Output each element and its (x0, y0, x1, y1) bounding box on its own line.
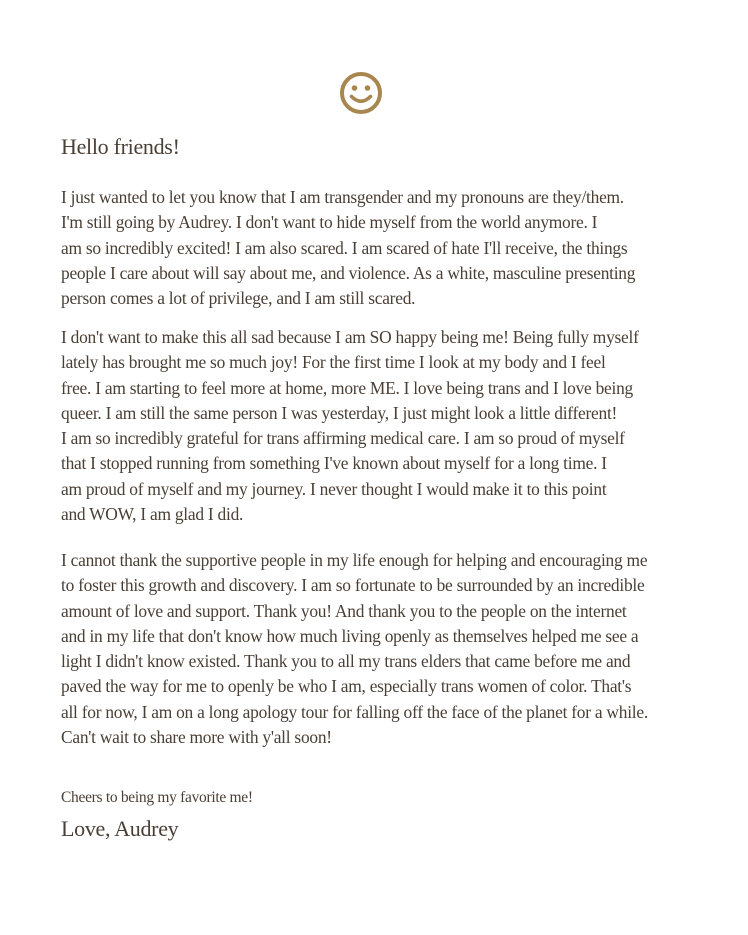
text-line: I just wanted to let you know that I am transgender and my pronouns are they/them. (61, 187, 624, 207)
text-line: queer. I am still the same person I was yesterday, I just might look a little different! (61, 402, 618, 423)
text-line: I don't want to make this all sad because I am SO happy being me! Being fully myself (61, 327, 639, 347)
paragraph-2 (61, 325, 639, 527)
signature: Love, Audrey (61, 816, 179, 841)
text-line: lately has brought me so much joy! For the first time I look at my body and I feel (61, 352, 606, 373)
paragraph-1 (61, 185, 635, 311)
text-line: I cannot thank the supportive people in my life enough for helping and encouraging me (61, 550, 648, 570)
greeting: Hello friends! (61, 134, 180, 159)
text-line: and WOW, I am glad I did. (61, 504, 244, 525)
text-line: to foster this growth and discovery. I am so fortunate to be surrounded by an incredible (61, 575, 645, 596)
text-line: light I didn't know existed. Thank you to all my trans elders that came before me and (61, 651, 631, 672)
text-line: am proud of myself and my journey. I never thought I would make it to this point (61, 478, 607, 499)
text-line: people I care about will say about me, and violence. As a white, masculine presenting (61, 262, 636, 283)
text-line: Can't wait to share more with y'all soon! (61, 727, 332, 748)
text-line: person comes a lot of privilege, and I am still scared. (61, 288, 416, 309)
smiley-face-icon (339, 71, 383, 115)
text-line: paved the way for me to openly be who I am, especially trans women of color. That's (61, 676, 632, 697)
paragraph-3 (61, 548, 648, 750)
text-line: amount of love and support. Thank you! And thank you to the people on the internet (61, 600, 627, 621)
text-line: am so incredibly excited! I am also scared. I am scared of hate I'll receive, the things (61, 237, 628, 258)
text-line: I'm still going by Audrey. I don't want to hide myself from the world anymore. I (61, 212, 598, 233)
closing-line: Cheers to being my favorite me! (61, 789, 253, 806)
text-line: that I stopped running from something I've known about myself for a long time. I (61, 453, 607, 474)
text-line: I am so incredibly grateful for trans affirming medical care. I am so proud of myself (61, 428, 625, 449)
text-line: free. I am starting to feel more at home, more ME. I love being trans and I love being (61, 377, 633, 398)
text-line: all for now, I am on a long apology tour for falling off the face of the planet for a while. (61, 701, 648, 722)
text-line: and in my life that don't know how much living openly as themselves helped me see a (61, 625, 639, 646)
